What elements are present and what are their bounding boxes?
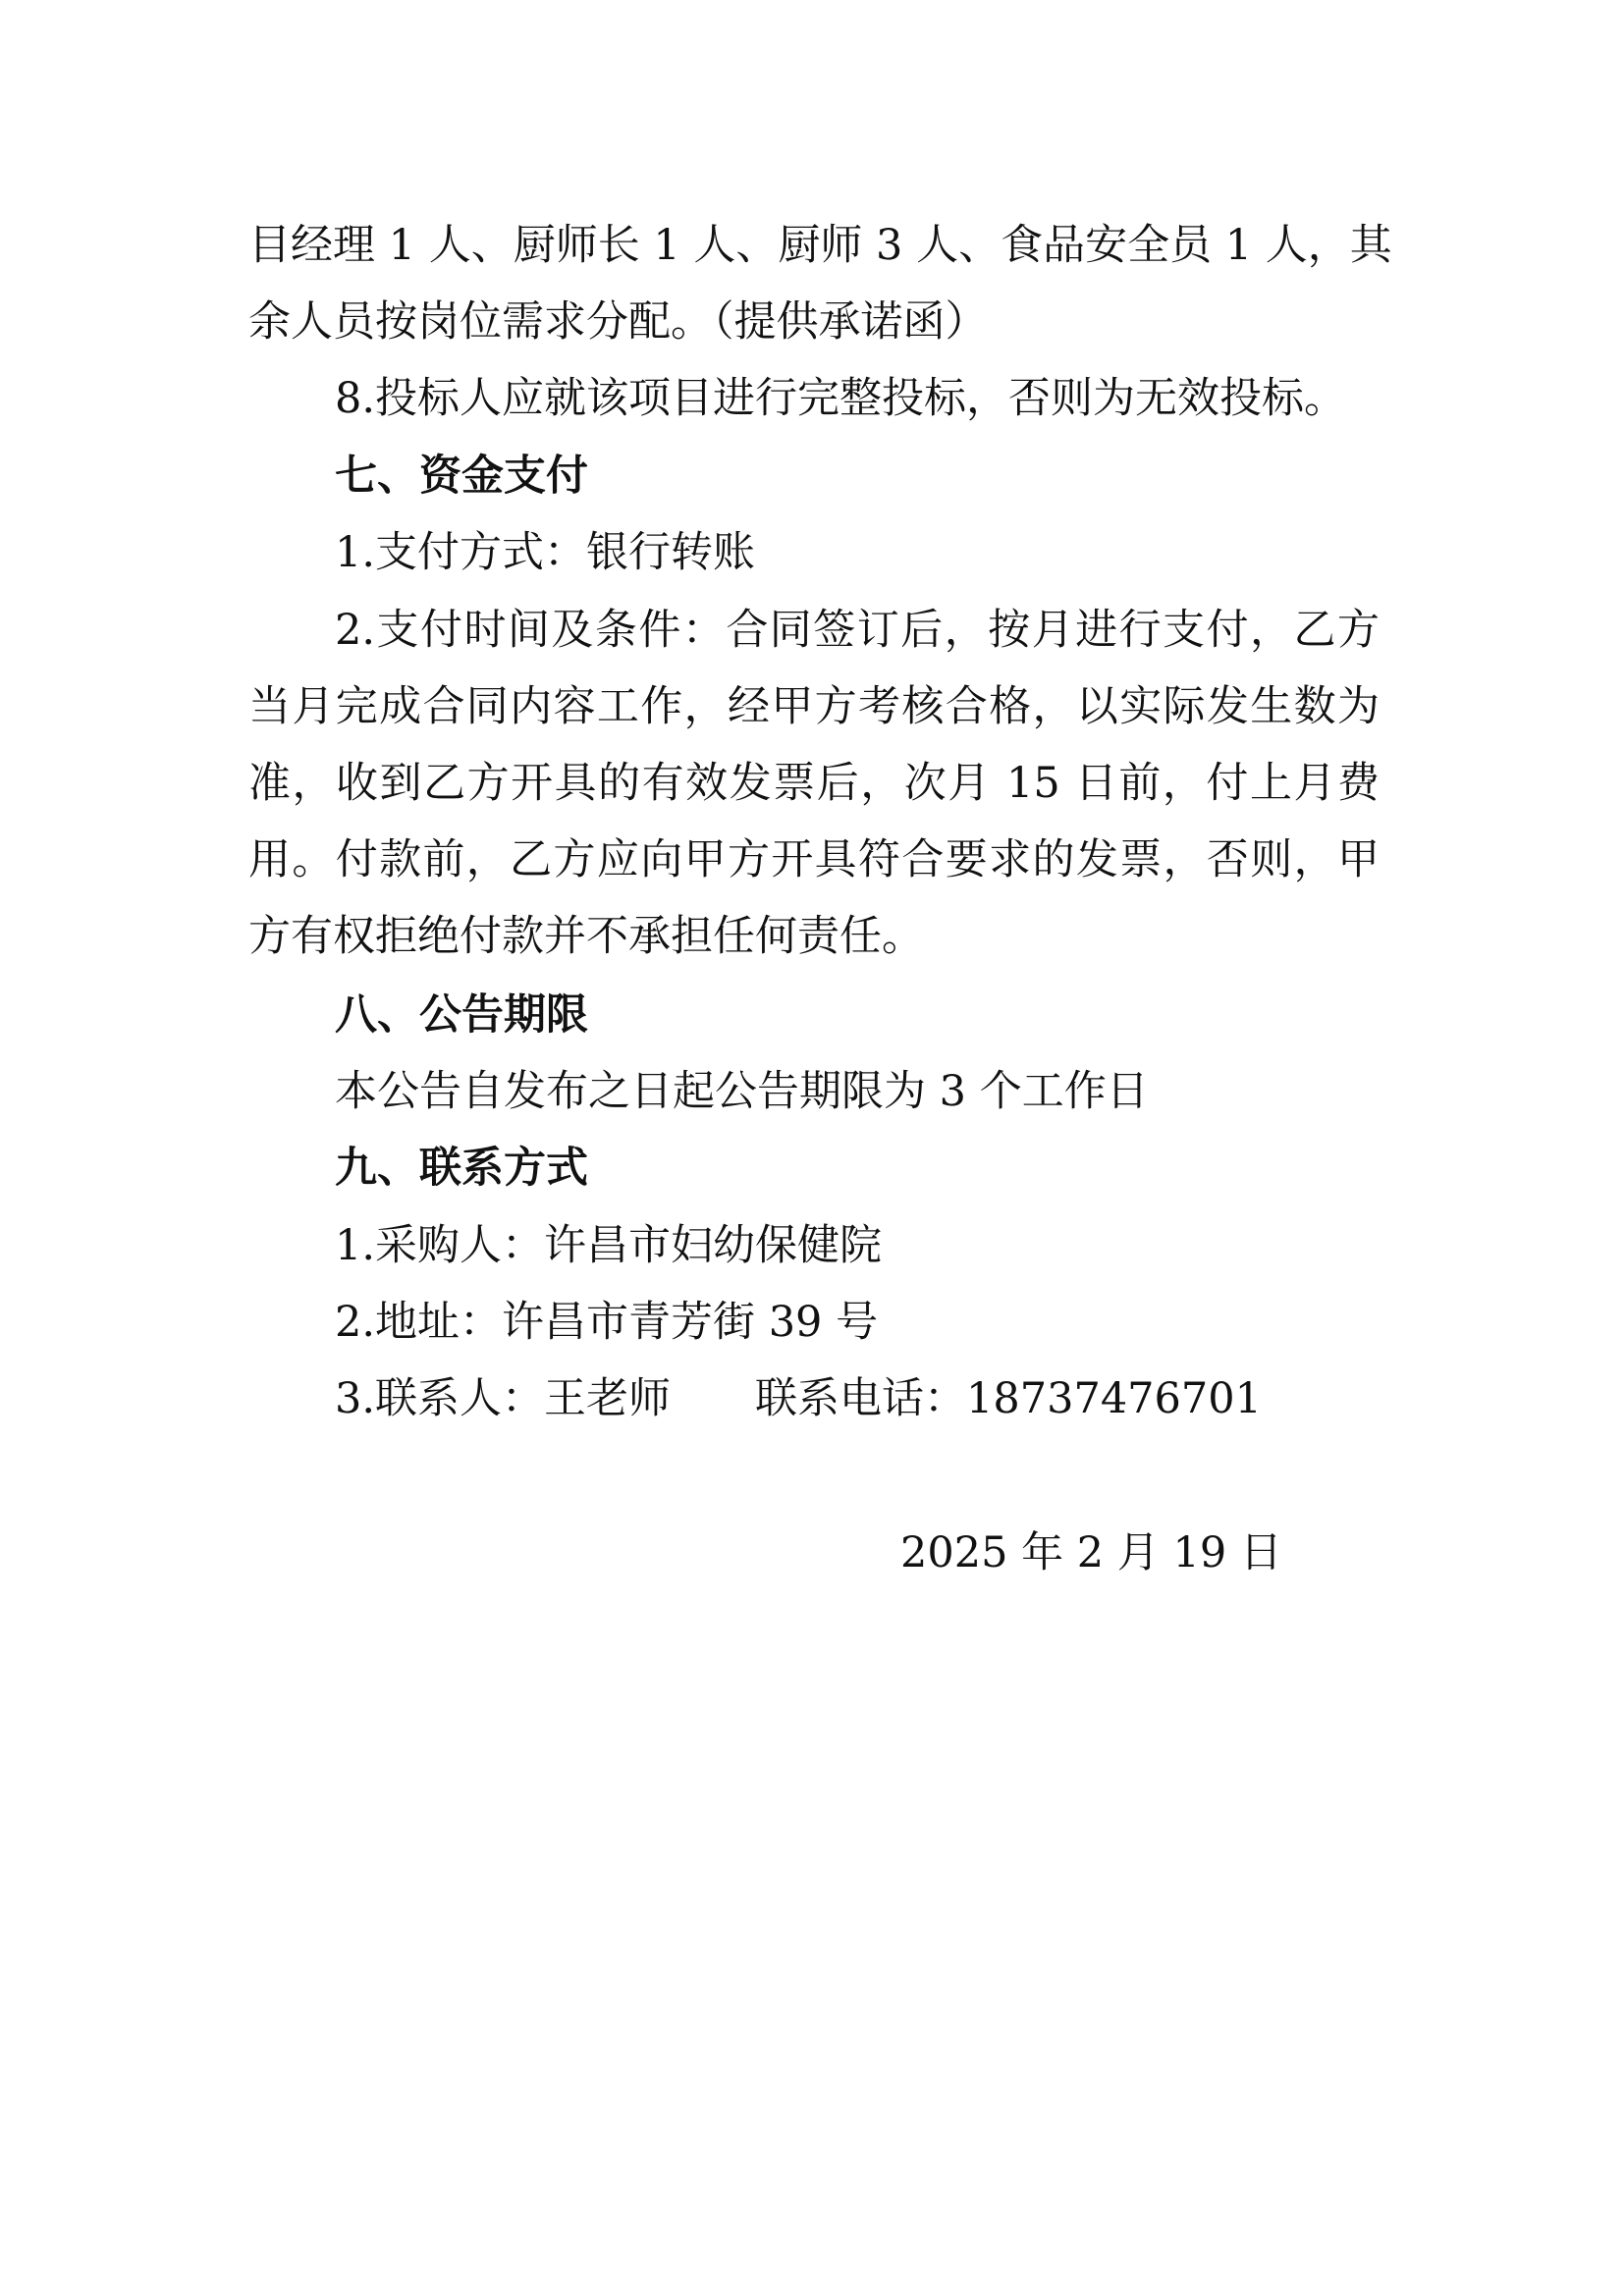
body-text-line: 用。付款前，乙方应向甲方开具符合要求的发票，否则，甲 (248, 835, 1380, 884)
body-text-line: 余人员按岗位需求分配。（提供承诺函） (248, 297, 988, 347)
document-date: 2025 年 2 月 19 日 (900, 1528, 1282, 1577)
list-item-payment-method: 1.支付方式：银行转账 (335, 528, 756, 577)
contact-phone: 联系电话：18737476701 (755, 1374, 1262, 1423)
body-text-line: 方有权拒绝付款并不承担任何责任。 (248, 912, 924, 961)
section-heading-payment: 七、资金支付 (335, 452, 588, 501)
address-line: 2.地址：许昌市青芳街 39 号 (335, 1298, 879, 1347)
list-item-payment-terms: 2.支付时间及条件：合同签订后，按月进行支付，乙方 (335, 606, 1380, 655)
body-text-line: 准，收到乙方开具的有效发票后，次月 15 日前，付上月费 (248, 759, 1380, 808)
body-text-line: 目经理 1 人、厨师长 1 人、厨师 3 人、食品安全员 1 人，其 (248, 221, 1392, 270)
contact-line (335, 1369, 1262, 1428)
notice-period-text: 本公告自发布之日起公告期限为 3 个工作日 (335, 1067, 1149, 1116)
list-item-8: 8.投标人应就该项目进行完整投标，否则为无效投标。 (335, 374, 1347, 423)
section-heading-contact: 九、联系方式 (335, 1144, 588, 1193)
contact-person: 3.联系人：王老师 (335, 1374, 672, 1423)
purchaser-line: 1.采购人：许昌市妇幼保健院 (335, 1221, 883, 1270)
section-heading-notice-period: 八、公告期限 (335, 990, 588, 1040)
body-text-line: 当月完成合同内容工作，经甲方考核合格，以实际发生数为 (248, 682, 1380, 731)
